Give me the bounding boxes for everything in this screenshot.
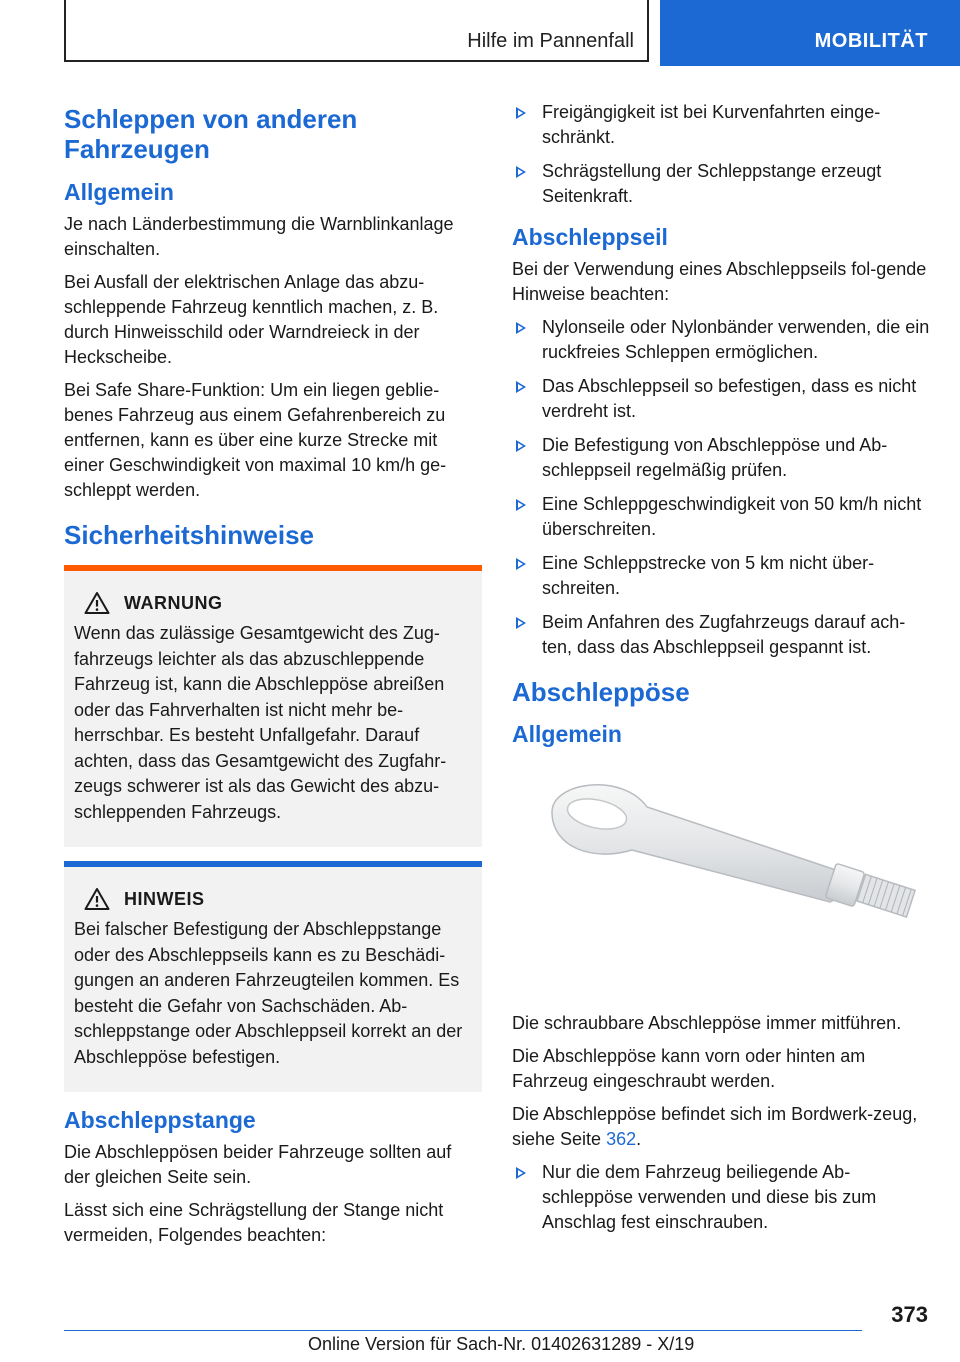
left-column xyxy=(64,100,482,1256)
tow-eye-illustration xyxy=(512,762,930,1002)
footer-text: Online Version für Sach-Nr. 01402631289 - X/19 xyxy=(308,1334,695,1354)
list-item: Nur die dem Fahrzeug beiliegende Ab‐schleppöse verwenden und diese bis zum Anschlag fest einschrauben. xyxy=(512,1160,930,1235)
bullet-triangle-icon xyxy=(516,617,526,629)
list-item: Die Befestigung von Abschleppöse und Ab‐schleppseil regelmäßig prüfen. xyxy=(512,433,930,483)
bullet-triangle-icon xyxy=(516,499,526,511)
paragraph: Bei Ausfall der elektrischen Anlage das abzu‐schleppende Fahrzeug kenntlich machen, z. B. durch Hinweisschild oder Warndreieck in der Heckscheibe. xyxy=(64,272,439,367)
right-column xyxy=(512,100,930,1244)
heading-abschleppoese: Abschleppöse xyxy=(512,677,690,707)
list-item: Eine Schleppstrecke von 5 km nicht über‐schreiten. xyxy=(512,551,930,601)
bullet-list-oese xyxy=(512,1160,930,1235)
heading-abschleppseil: Abschleppseil xyxy=(512,224,668,250)
list-item: Eine Schleppgeschwindigkeit von 50 km/h nicht überschreiten. xyxy=(512,492,930,542)
list-item: Schrägstellung der Schleppstange erzeugt Seitenkraft. xyxy=(512,159,930,209)
list-item: Beim Anfahren des Zugfahrzeugs darauf ach‐ten, dass das Abschleppseil gespannt ist. xyxy=(512,610,930,660)
warning-triangle-icon xyxy=(84,591,110,615)
warning-box xyxy=(64,565,482,847)
bullet-triangle-icon xyxy=(516,440,526,452)
bullet-triangle-icon xyxy=(516,107,526,119)
paragraph: Bei der Verwendung eines Abschleppseils fol‐gende Hinweise beachten: xyxy=(512,259,927,304)
page-header xyxy=(0,0,960,66)
notice-triangle-icon xyxy=(84,887,110,911)
notice-title: HINWEIS xyxy=(124,888,205,909)
heading-safety: Sicherheitshinweise xyxy=(64,520,314,550)
list-item: Nylonseile oder Nylonbänder verwenden, die ein ruckfreies Schleppen ermöglichen. xyxy=(512,315,930,365)
paragraph: Die Abschleppöse kann vorn oder hinten am Fahrzeug eingeschraubt werden. xyxy=(512,1046,866,1091)
bullet-list-seil xyxy=(512,315,930,660)
warning-text: Wenn das zulässige Gesamtgewicht des Zug‐fahrzeugs leichter als das abzuschleppende Fahrzeug ist, kann die Abschleppöse abreißen oder das Fahrverhalten ist nicht mehr be‐herrschbar. Es besteht Unfallgefahr. Darauf achten, dass das Gesamtgewicht des Zugfahr‐zeugs schwerer ist als das Gewicht des abzu‐schleppenden Fahrzeugs. xyxy=(74,623,447,822)
section-title: Hilfe im Pannenfall xyxy=(467,30,634,52)
bullet-triangle-icon xyxy=(516,558,526,570)
paragraph: Bei Safe Share-Funktion: Um ein liegen geblie‐benes Fahrzeug aus einem Gefahrenbereich zu entfernen, kann es über eine kurze Strecke mit einer Geschwindigkeit von maximal 10 km/h ge‐schleppt werden. xyxy=(64,380,447,500)
paragraph: Die Abschleppöse befindet sich im Bordwerk‐zeug, siehe Seite 362. xyxy=(512,1104,918,1149)
bullet-triangle-icon xyxy=(516,1167,526,1179)
notice-text: Bei falscher Befestigung der Abschleppstange oder des Abschleppseils kann es zu Beschädi‐gungen an anderen Fahrzeugteilen kommen. Es besteht die Gefahr von Sachschäden. Ab‐schleppstange oder Abschleppseil korrekt an der Abschleppöse befestigen. xyxy=(74,919,463,1067)
paragraph: Die Abschleppösen beider Fahrzeuge sollten auf der gleichen Seite sein. xyxy=(64,1142,452,1187)
page-reference-link[interactable]: 362 xyxy=(606,1129,637,1149)
heading-allgemein-oese: Allgemein xyxy=(512,721,622,747)
paragraph: Die schraubbare Abschleppöse immer mitführen. xyxy=(512,1013,902,1033)
warning-title: WARNUNG xyxy=(124,592,223,613)
list-item: Freigängigkeit ist bei Kurvenfahrten einge‐schränkt. xyxy=(512,100,930,150)
heading-allgemein: Allgemein xyxy=(64,179,174,205)
page-title: Schleppen von anderen Fahrzeugen xyxy=(64,104,358,164)
bullet-list-stange xyxy=(512,100,930,209)
notice-box xyxy=(64,861,482,1092)
chapter-tab[interactable]: MOBILITÄT xyxy=(660,0,960,66)
heading-abschleppstange: Abschleppstange xyxy=(64,1107,256,1133)
page-number: 373 xyxy=(891,1302,928,1327)
bullet-triangle-icon xyxy=(516,322,526,334)
footer-divider xyxy=(64,1330,862,1331)
bullet-triangle-icon xyxy=(516,381,526,393)
bullet-triangle-icon xyxy=(516,166,526,178)
list-item: Das Abschleppseil so befestigen, dass es nicht verdreht ist. xyxy=(512,374,930,424)
paragraph: Je nach Länderbestimmung die Warnblinkanlage einschalten. xyxy=(64,214,454,259)
paragraph: Lässt sich eine Schrägstellung der Stange nicht vermeiden, Folgendes beachten: xyxy=(64,1200,444,1245)
